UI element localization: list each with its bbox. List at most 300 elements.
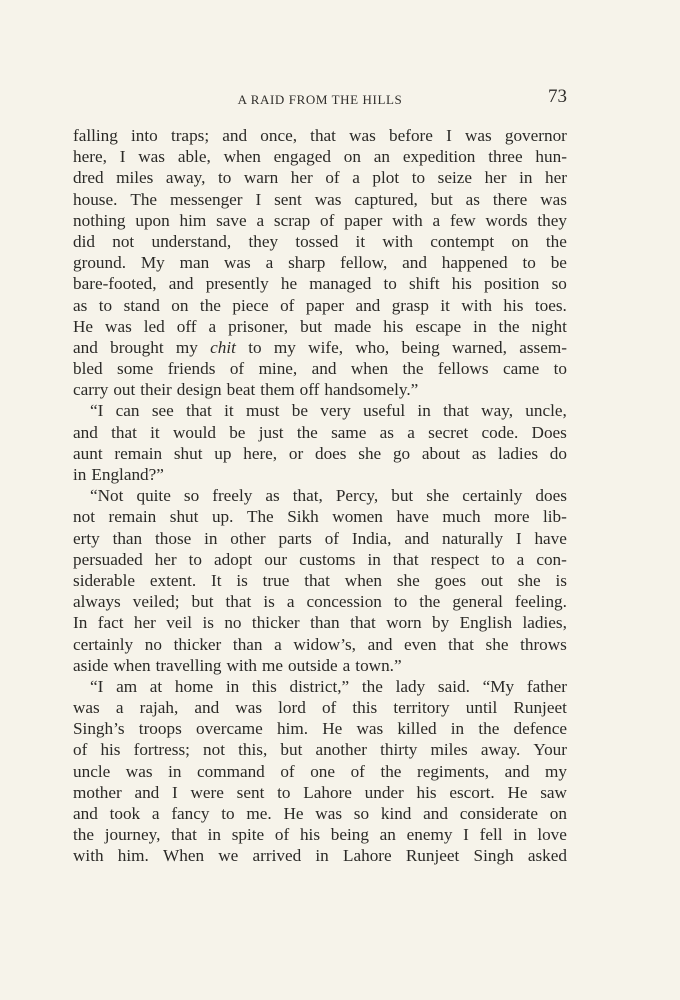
word: English <box>459 613 513 633</box>
word: so <box>353 804 370 823</box>
word: but <box>280 740 303 760</box>
word: is <box>236 570 248 590</box>
word: came <box>502 359 540 379</box>
word: a <box>151 804 160 823</box>
word: shut <box>173 443 203 463</box>
word: to <box>383 274 397 294</box>
text-line <box>73 316 567 337</box>
word: The <box>130 189 158 209</box>
word: He <box>73 316 94 336</box>
word: than <box>232 634 263 654</box>
text-line <box>73 379 567 400</box>
word: I <box>446 126 452 145</box>
word: secret <box>428 422 469 442</box>
word: escort. <box>449 782 495 802</box>
word: “I <box>90 401 104 421</box>
word: messenger <box>169 189 243 209</box>
word: the <box>361 676 383 696</box>
word: Lahore <box>303 782 352 802</box>
word: lib- <box>543 507 567 527</box>
word: and <box>73 422 98 442</box>
word: true <box>262 570 290 590</box>
word: respect <box>430 549 480 569</box>
word: a <box>352 168 360 188</box>
word: of <box>325 168 340 188</box>
word: his <box>299 825 321 845</box>
word: the <box>296 422 318 442</box>
word: fortress; <box>133 740 190 760</box>
word: out <box>480 570 503 590</box>
word: a <box>286 592 295 612</box>
word: an <box>379 825 396 845</box>
word: me <box>262 655 283 675</box>
word: than <box>310 613 340 633</box>
word: as <box>379 422 394 442</box>
word: the <box>498 316 520 336</box>
word: and <box>423 804 448 823</box>
word: in <box>513 825 527 845</box>
word: did <box>73 231 95 251</box>
word: lady <box>395 676 426 696</box>
word: captured, <box>354 189 418 209</box>
word: can <box>115 401 140 421</box>
text-line <box>73 676 567 697</box>
word: not <box>73 507 95 527</box>
text-line <box>73 358 567 379</box>
text-line <box>73 739 567 760</box>
word: He <box>507 782 528 802</box>
word: con- <box>536 549 567 569</box>
word: with <box>73 846 104 866</box>
word: useful <box>363 401 406 421</box>
word: is <box>202 613 214 633</box>
text-line <box>73 443 567 464</box>
word: same <box>331 422 367 442</box>
word: parts <box>278 528 312 548</box>
word: spite <box>231 825 265 845</box>
word: hun- <box>535 147 567 167</box>
word: rajah, <box>139 698 179 718</box>
word: My <box>140 253 165 273</box>
word: to <box>188 549 203 569</box>
word: of <box>350 761 365 781</box>
word: friends <box>167 359 216 379</box>
word: it <box>440 295 450 315</box>
word: the <box>419 592 441 612</box>
word: defence <box>513 719 567 739</box>
word: goes <box>434 570 467 590</box>
word: outside <box>288 655 338 675</box>
word: tossed <box>295 231 339 251</box>
word: of <box>229 359 245 379</box>
word: fact <box>97 613 124 633</box>
word: be <box>291 401 308 421</box>
word: I <box>463 825 469 845</box>
word: that <box>392 549 419 569</box>
word: to <box>553 359 567 379</box>
word: in <box>225 676 240 696</box>
word: with <box>226 655 257 675</box>
word: with <box>392 210 423 230</box>
word: to <box>491 549 505 569</box>
word: go <box>392 443 411 463</box>
text-line <box>73 252 567 273</box>
word: prisoner, <box>228 316 289 336</box>
word: away, <box>165 168 206 188</box>
word: uncle, <box>525 401 567 421</box>
word: night <box>531 316 567 336</box>
word: not <box>203 740 226 760</box>
word: of <box>280 295 295 315</box>
word: dred <box>73 168 104 188</box>
word: considerate <box>459 804 539 823</box>
word: to <box>411 168 426 188</box>
word: on <box>343 147 361 167</box>
word: in <box>168 761 182 781</box>
word: before <box>389 126 433 145</box>
word: England?” <box>91 465 164 484</box>
word: enemy <box>406 825 453 845</box>
word: handsomely.” <box>324 380 419 400</box>
word: chit <box>210 337 236 357</box>
word: we <box>218 846 239 866</box>
word: another <box>315 740 367 760</box>
word: nothing <box>73 210 126 230</box>
word: as <box>73 295 88 315</box>
word: piece <box>232 295 269 315</box>
word: able, <box>177 147 211 167</box>
word: he <box>280 274 298 294</box>
word: was <box>224 253 251 273</box>
word: and <box>504 761 530 781</box>
word: but <box>391 486 414 506</box>
word: worn <box>386 613 422 633</box>
word: position <box>484 274 540 294</box>
word: she <box>426 486 450 506</box>
word: and <box>311 359 337 379</box>
word: does <box>535 486 567 506</box>
word: and <box>355 295 381 315</box>
text-line <box>73 655 567 676</box>
word: sent <box>274 189 302 209</box>
word: governor <box>504 126 567 145</box>
text-line <box>73 634 567 655</box>
word: when <box>223 147 261 167</box>
word: see <box>151 401 174 421</box>
word: a <box>432 210 441 230</box>
word: concession <box>306 592 382 612</box>
word: grasp <box>391 295 429 315</box>
text-line <box>73 231 567 252</box>
word: they <box>537 210 567 230</box>
word: this <box>352 698 378 718</box>
word: upon <box>135 210 170 230</box>
word: or <box>288 443 304 463</box>
word: to <box>221 804 235 823</box>
word: no <box>144 634 162 654</box>
word: her <box>545 168 567 188</box>
word: happened <box>441 253 508 273</box>
word: Singh <box>473 846 514 866</box>
word: In <box>73 613 88 633</box>
word: a <box>265 253 274 273</box>
word: design <box>176 380 222 400</box>
word: in <box>473 316 487 336</box>
word: am <box>116 676 138 696</box>
word: there <box>492 189 528 209</box>
word: killed <box>397 719 437 739</box>
word: that <box>225 592 252 612</box>
word: as <box>265 486 280 506</box>
word: that <box>304 570 330 590</box>
word: a <box>256 210 265 230</box>
word: and <box>134 782 160 802</box>
text-line <box>73 337 567 358</box>
word: It <box>211 570 222 590</box>
word: way, <box>481 401 513 421</box>
word: I <box>255 189 262 209</box>
word: mine, <box>258 359 298 379</box>
word: widow’s, <box>293 634 356 654</box>
word: when <box>344 570 383 590</box>
word: as <box>465 189 480 209</box>
word: their <box>140 380 172 400</box>
word: into <box>131 126 158 145</box>
word: quite <box>136 486 171 506</box>
word: a <box>407 422 415 442</box>
word: certainly <box>73 634 134 654</box>
word: those <box>154 528 192 548</box>
word: beat <box>226 380 256 400</box>
word: town.” <box>355 655 402 675</box>
text-line <box>73 528 567 549</box>
word: fellows <box>437 359 489 379</box>
running-title: A RAID FROM THE HILLS <box>237 92 403 107</box>
word: thicker <box>173 634 222 654</box>
word: uncle <box>73 761 111 781</box>
word: no <box>224 613 242 633</box>
word: some <box>117 359 154 379</box>
word: out <box>113 380 136 400</box>
word: Your <box>533 740 567 760</box>
word: a <box>208 316 217 336</box>
word: India, <box>351 528 392 548</box>
word: miles <box>430 740 468 760</box>
word: overcame <box>195 719 263 739</box>
word: house. <box>73 189 118 209</box>
word: sent <box>236 782 265 802</box>
word: her <box>154 549 177 569</box>
word: of <box>321 698 337 718</box>
word: and <box>367 634 393 654</box>
word: He <box>322 719 343 739</box>
word: it <box>224 401 234 421</box>
word: “Not <box>90 486 124 506</box>
word: kind <box>380 804 412 823</box>
word: that <box>448 634 474 654</box>
text-line <box>73 824 567 845</box>
word: but <box>300 316 323 336</box>
word: sharp <box>288 253 326 273</box>
word: of <box>274 825 290 845</box>
word: and <box>402 253 427 273</box>
word: district,” <box>289 676 350 696</box>
word: they <box>248 231 279 251</box>
word: off <box>176 316 197 336</box>
text-line <box>73 422 567 443</box>
word: at <box>149 676 163 696</box>
word: saw <box>540 782 567 802</box>
text-line <box>73 464 567 485</box>
word: here, <box>243 443 278 463</box>
word: persuaded <box>73 549 143 569</box>
word: more <box>494 507 530 527</box>
word: she <box>396 570 420 590</box>
word: even <box>404 634 437 654</box>
word: a <box>516 549 525 569</box>
text-line <box>73 782 567 803</box>
word: would <box>172 422 216 442</box>
word: asked <box>527 846 567 866</box>
word: it <box>355 231 366 251</box>
word: was <box>314 189 342 209</box>
word: do <box>549 443 567 463</box>
word: him. <box>276 719 309 739</box>
word: veil <box>166 613 193 633</box>
word: the <box>73 825 94 845</box>
word: be <box>550 253 567 273</box>
word: Singh’s <box>73 719 125 739</box>
word: but <box>191 592 214 612</box>
word: in <box>450 719 465 739</box>
word: him <box>179 210 207 230</box>
word: that <box>443 401 469 421</box>
word: I <box>119 147 126 167</box>
word: here, <box>73 147 107 167</box>
word: shut <box>169 507 199 527</box>
word: my <box>544 761 567 781</box>
word: she <box>358 443 382 463</box>
word: women <box>332 507 383 527</box>
word: and <box>73 804 98 823</box>
word: with <box>461 295 492 315</box>
word: so <box>183 486 200 506</box>
text-line <box>73 295 567 316</box>
running-head <box>73 86 567 114</box>
word: He <box>283 804 304 823</box>
word: her <box>290 168 313 188</box>
word: was <box>105 316 132 336</box>
word: said. <box>437 676 470 696</box>
text-line <box>73 761 567 782</box>
word: three <box>488 147 523 167</box>
word: that <box>111 422 137 442</box>
word: Lahore <box>342 846 392 866</box>
word: and <box>194 698 220 718</box>
text-line <box>73 167 567 188</box>
word: thicker <box>251 613 300 633</box>
word: of <box>319 210 335 230</box>
word: aunt <box>73 443 103 463</box>
word: that <box>350 613 376 633</box>
word: her <box>484 168 507 188</box>
word: and <box>73 337 98 357</box>
text-line <box>73 718 567 739</box>
word: his <box>100 740 121 760</box>
word: be <box>229 422 246 442</box>
word: adopt <box>214 549 253 569</box>
word: than <box>112 528 143 548</box>
word: them <box>260 380 295 400</box>
word: of <box>73 740 88 760</box>
word: troops <box>138 719 182 739</box>
word: once, <box>260 126 298 145</box>
word: seize <box>437 168 473 188</box>
word: his <box>416 782 437 802</box>
word: his <box>451 274 472 294</box>
word: expedition <box>402 147 476 167</box>
word: by <box>431 613 450 633</box>
word: bled <box>73 359 103 379</box>
word: ladies, <box>522 613 567 633</box>
word: veiled; <box>132 592 180 612</box>
word: toes. <box>534 295 567 315</box>
word: on <box>171 295 189 315</box>
word: ground. <box>73 253 126 273</box>
word: fancy <box>171 804 210 823</box>
word: travelling <box>155 655 222 675</box>
word: on <box>511 231 529 251</box>
word: “I <box>90 676 104 696</box>
word: remain <box>114 443 163 463</box>
text-line <box>73 591 567 612</box>
word: his <box>383 316 404 336</box>
word: save <box>216 210 247 230</box>
word: much <box>442 507 481 527</box>
word: have <box>534 528 567 548</box>
word: wife, <box>308 337 344 357</box>
word: warn <box>243 168 279 188</box>
word: in <box>73 465 87 484</box>
word: but <box>430 189 453 209</box>
word: extent. <box>149 570 197 590</box>
word: customs <box>299 549 356 569</box>
word: so <box>551 274 567 294</box>
word: was <box>464 126 492 145</box>
word: to <box>393 592 408 612</box>
word: of <box>280 761 295 781</box>
word: I <box>172 782 178 802</box>
word: in <box>207 825 221 845</box>
word: escape <box>415 316 462 336</box>
text-line <box>73 146 567 167</box>
word: in <box>315 846 329 866</box>
word: traps; <box>170 126 210 145</box>
word: one <box>310 761 336 781</box>
text-line <box>73 125 567 146</box>
word: fellow, <box>340 253 388 273</box>
text-line <box>73 485 567 506</box>
word: love <box>537 825 567 845</box>
word: to <box>217 168 232 188</box>
word: words <box>485 210 528 230</box>
word: Percy, <box>335 486 379 506</box>
word: is <box>555 570 567 590</box>
word: and <box>404 528 430 548</box>
word: presently <box>205 274 269 294</box>
word: as <box>471 443 487 463</box>
word: always <box>73 592 121 612</box>
